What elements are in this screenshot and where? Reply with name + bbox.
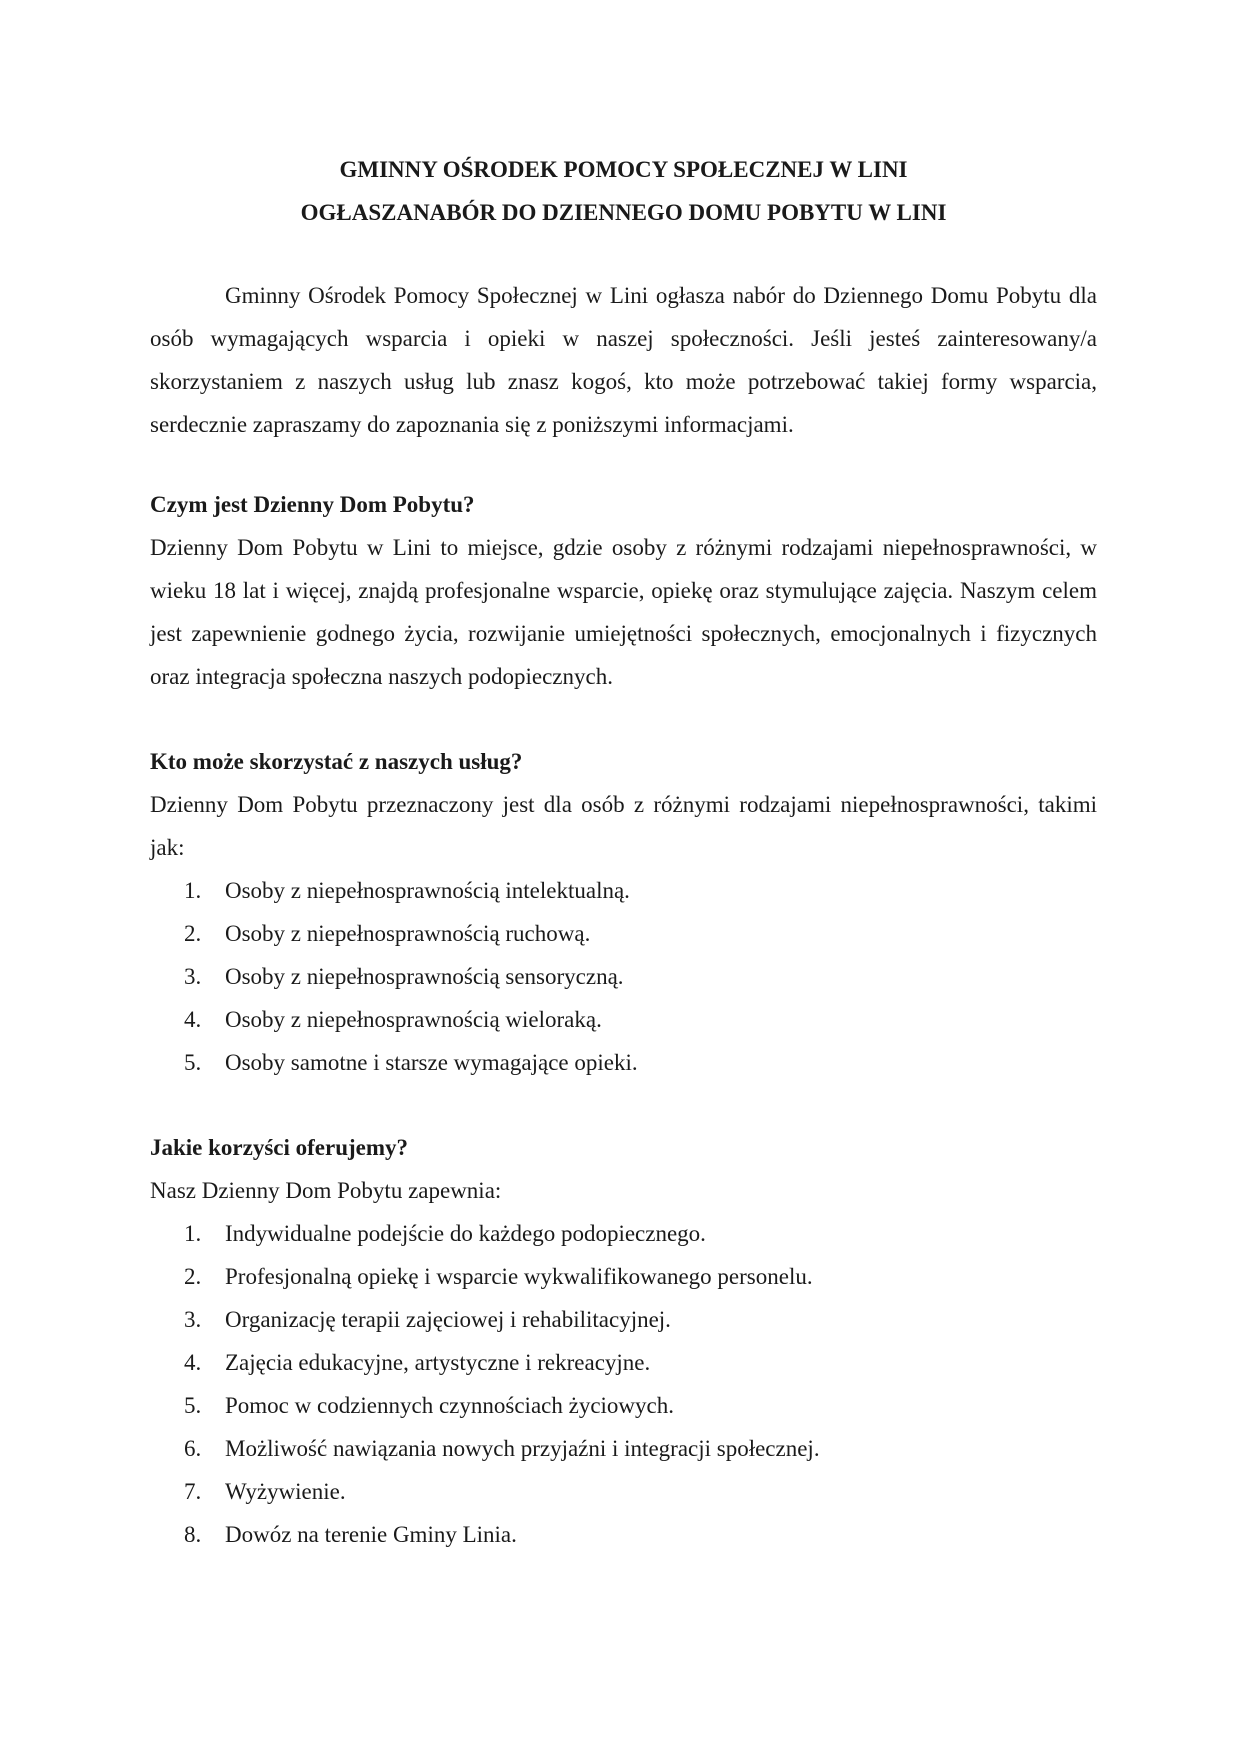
section-paragraph: Nasz Dzienny Dom Pobytu zapewnia:: [150, 1178, 502, 1203]
list-item: [150, 1513, 1097, 1556]
list-text: Wyżywienie.: [225, 1479, 346, 1504]
list-item: [150, 1212, 1097, 1255]
list-number: 3.: [184, 1307, 202, 1332]
list-item: [150, 998, 1097, 1041]
section-paragraph: Dzienny Dom Pobytu w Lini to miejsce, gdzie osoby z różnymi rodzajami niepełnosprawności, w wieku 18 lat i więcej, znajdą profesjonalne wsparcie, opiekę oraz stymulujące zajęcia. Naszym celem jest zapewnienie godnego życia, rozwijanie umiejętności społecznych, emocjonalnych i fizycznych oraz integracja społeczna naszych podopiecznych.: [150, 535, 1097, 689]
list-text: Zajęcia edukacyjne, artystyczne i rekreacyjne.: [225, 1350, 651, 1375]
list-text: Możliwość nawiązania nowych przyjaźni i integracji społecznej.: [225, 1436, 820, 1461]
section-who-can-use: [150, 740, 1097, 1084]
list-item: [150, 955, 1097, 998]
list-text: Dowóz na terenie Gminy Linia.: [225, 1522, 517, 1547]
list-text: Osoby z niepełnosprawnością sensoryczną.: [225, 964, 624, 989]
list-number: 6.: [184, 1436, 202, 1461]
list-number: 3.: [184, 964, 202, 989]
title-line-1: GMINNY OŚRODEK POMOCY SPOŁECZNEJ W LINI: [339, 157, 908, 182]
list-item: [150, 912, 1097, 955]
section-benefits: [150, 1126, 1097, 1556]
numbered-list: [150, 869, 1097, 1084]
list-number: 4.: [184, 1007, 202, 1032]
list-text: Profesjonalną opiekę i wsparcie wykwalifikowanego personelu.: [225, 1264, 813, 1289]
list-item: [150, 1427, 1097, 1470]
list-number: 7.: [184, 1479, 202, 1504]
section-what-is: [150, 483, 1097, 698]
numbered-list: [150, 1212, 1097, 1556]
list-number: 5.: [184, 1050, 202, 1075]
list-item: [150, 1384, 1097, 1427]
list-number: 4.: [184, 1350, 202, 1375]
section-heading: Kto może skorzystać z naszych usług?: [150, 749, 523, 774]
section-heading: Czym jest Dzienny Dom Pobytu?: [150, 492, 475, 517]
list-text: Osoby samotne i starsze wymagające opieki.: [225, 1050, 638, 1075]
list-item: [150, 1041, 1097, 1084]
list-text: Osoby z niepełnosprawnością intelektualną.: [225, 878, 630, 903]
list-text: Pomoc w codziennych czynnościach życiowych.: [225, 1393, 674, 1418]
title-line-2: OGŁASZANABÓR DO DZIENNEGO DOMU POBYTU W LINI: [300, 200, 947, 225]
list-item: [150, 869, 1097, 912]
list-text: Organizację terapii zajęciowej i rehabilitacyjnej.: [225, 1307, 671, 1332]
list-text: Indywidualne podejście do każdego podopiecznego.: [225, 1221, 706, 1246]
document-page: [150, 148, 1097, 1556]
list-number: 2.: [184, 1264, 202, 1289]
list-number: 8.: [184, 1522, 202, 1547]
list-item: [150, 1470, 1097, 1513]
list-number: 2.: [184, 921, 202, 946]
list-item: [150, 1298, 1097, 1341]
intro-paragraph: Gminny Ośrodek Pomocy Społecznej w Lini ogłasza nabór do Dziennego Domu Pobytu dla osób wymagających wsparcia i opieki w naszej społeczności. Jeśli jesteś zainteresowany/a skorzystaniem z naszych usług lub znasz kogoś, kto może potrzebować takiej formy wsparcia, serdecznie zapraszamy do zapoznania się z poniższymi informacjami.: [150, 283, 1097, 437]
list-text: Osoby z niepełnosprawnością ruchową.: [225, 921, 591, 946]
list-number: 1.: [184, 878, 202, 903]
section-paragraph: Dzienny Dom Pobytu przeznaczony jest dla osób z różnymi rodzajami niepełnosprawności, takimi jak:: [150, 792, 1097, 860]
section-heading: Jakie korzyści oferujemy?: [150, 1135, 409, 1160]
list-text: Osoby z niepełnosprawnością wieloraką.: [225, 1007, 602, 1032]
list-number: 5.: [184, 1393, 202, 1418]
list-number: 1.: [184, 1221, 202, 1246]
list-item: [150, 1255, 1097, 1298]
list-item: [150, 1341, 1097, 1384]
